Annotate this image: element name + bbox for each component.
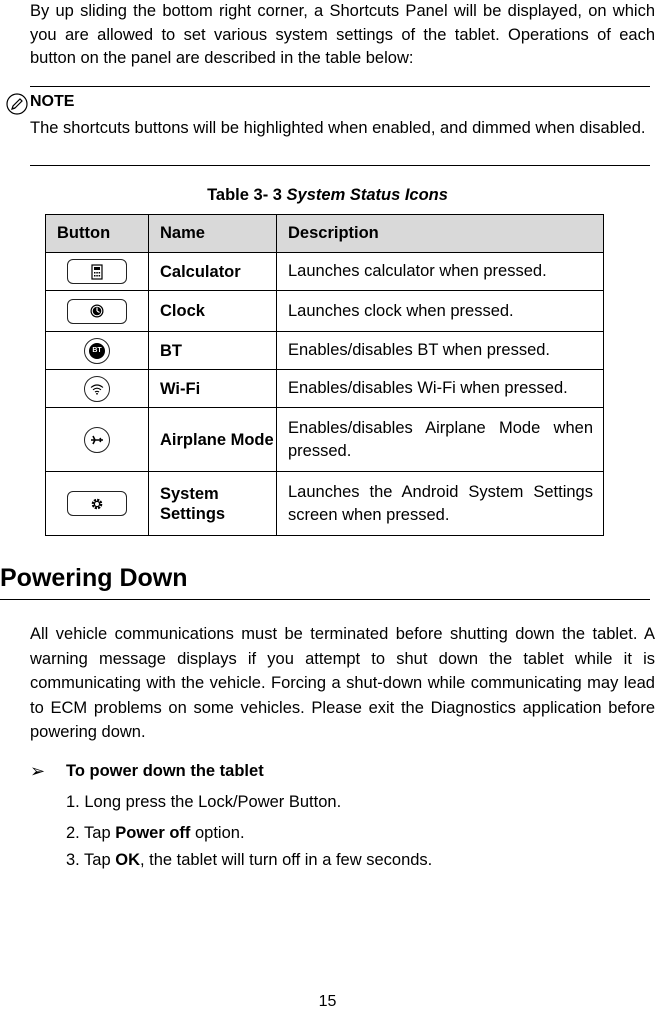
caption-prefix: Table 3- 3 <box>207 186 282 204</box>
bluetooth-icon <box>84 338 110 364</box>
table-row <box>46 408 604 472</box>
system-status-icons-table <box>45 214 604 536</box>
header-description: Description <box>277 215 604 253</box>
pencil-icon <box>6 93 26 113</box>
table-header-row <box>46 215 604 253</box>
note-bottom-rule <box>30 165 650 166</box>
note-label: NOTE <box>30 93 75 110</box>
step-emphasis: Power off <box>115 824 191 842</box>
procedure-step <box>66 851 432 870</box>
row-name: System Settings <box>149 472 277 536</box>
section-body: All vehicle communications must be terminated before shutting down the tablet. A warning message displays if you attempt to shut down the tablet while it is communicating with the vehicle. Forcing a shut-down while communicating may lead to ECM problems on some vehicles. Please exit the Diagnostics application before powering down. <box>30 625 655 741</box>
section-heading: Powering Down <box>0 564 188 592</box>
icon-cell <box>46 472 149 536</box>
note-top-rule <box>30 86 650 87</box>
note-text: The shortcuts buttons will be highlighted when enabled, and dimmed when disabled. <box>30 119 646 137</box>
procedure-title: To power down the tablet <box>66 762 264 780</box>
row-name: Wi-Fi <box>149 370 277 408</box>
table-row <box>46 472 604 536</box>
step-text: , the tablet will turn off in a few seconds. <box>139 851 433 869</box>
step-text: 2. Tap <box>66 824 116 842</box>
table-caption <box>0 186 655 205</box>
row-name: Calculator <box>149 253 277 291</box>
table-row <box>46 332 604 370</box>
row-name: Airplane Mode <box>149 408 277 472</box>
table-row <box>46 370 604 408</box>
row-description: Enables/disables BT when pressed. <box>277 332 604 370</box>
procedure-step: 1. Long press the Lock/Power Button. <box>66 793 342 811</box>
row-description: Enables/disables Airplane Mode when pressed. <box>277 408 604 472</box>
icon-cell <box>46 332 149 370</box>
row-name: BT <box>149 332 277 370</box>
icon-cell <box>46 408 149 472</box>
airplane-icon <box>84 427 110 453</box>
bluetooth-icon-text: BT <box>92 346 102 354</box>
table-row <box>46 291 604 332</box>
header-name: Name <box>149 215 277 253</box>
wifi-icon <box>84 376 110 402</box>
header-button: Button <box>46 215 149 253</box>
row-description: Launches calculator when pressed. <box>277 253 604 291</box>
procedure-step <box>66 824 245 843</box>
row-description: Enables/disables Wi-Fi when pressed. <box>277 370 604 408</box>
row-description: Launches the Android System Settings screen when pressed. <box>277 472 604 536</box>
icon-cell <box>46 370 149 408</box>
clock-icon <box>67 299 127 324</box>
intro-paragraph: By up sliding the bottom right corner, a Shortcuts Panel will be displayed, on which you are allowed to set various system settings of the tablet. Operations of each button on the panel are described in the table below: <box>30 2 655 67</box>
procedure-bullet-icon: ➢ <box>30 761 46 781</box>
step-text: option. <box>190 824 245 842</box>
icon-cell <box>46 291 149 332</box>
row-description: Launches clock when pressed. <box>277 291 604 332</box>
calculator-icon <box>67 259 127 284</box>
section-heading-rule <box>0 599 650 600</box>
settings-gear-icon <box>67 491 127 516</box>
caption-title: System Status Icons <box>286 186 448 204</box>
page-number: 15 <box>318 993 337 1010</box>
step-emphasis: OK <box>115 851 140 869</box>
row-name: Clock <box>149 291 277 332</box>
table-row <box>46 253 604 291</box>
step-text: 3. Tap <box>66 851 116 869</box>
icon-cell <box>46 253 149 291</box>
